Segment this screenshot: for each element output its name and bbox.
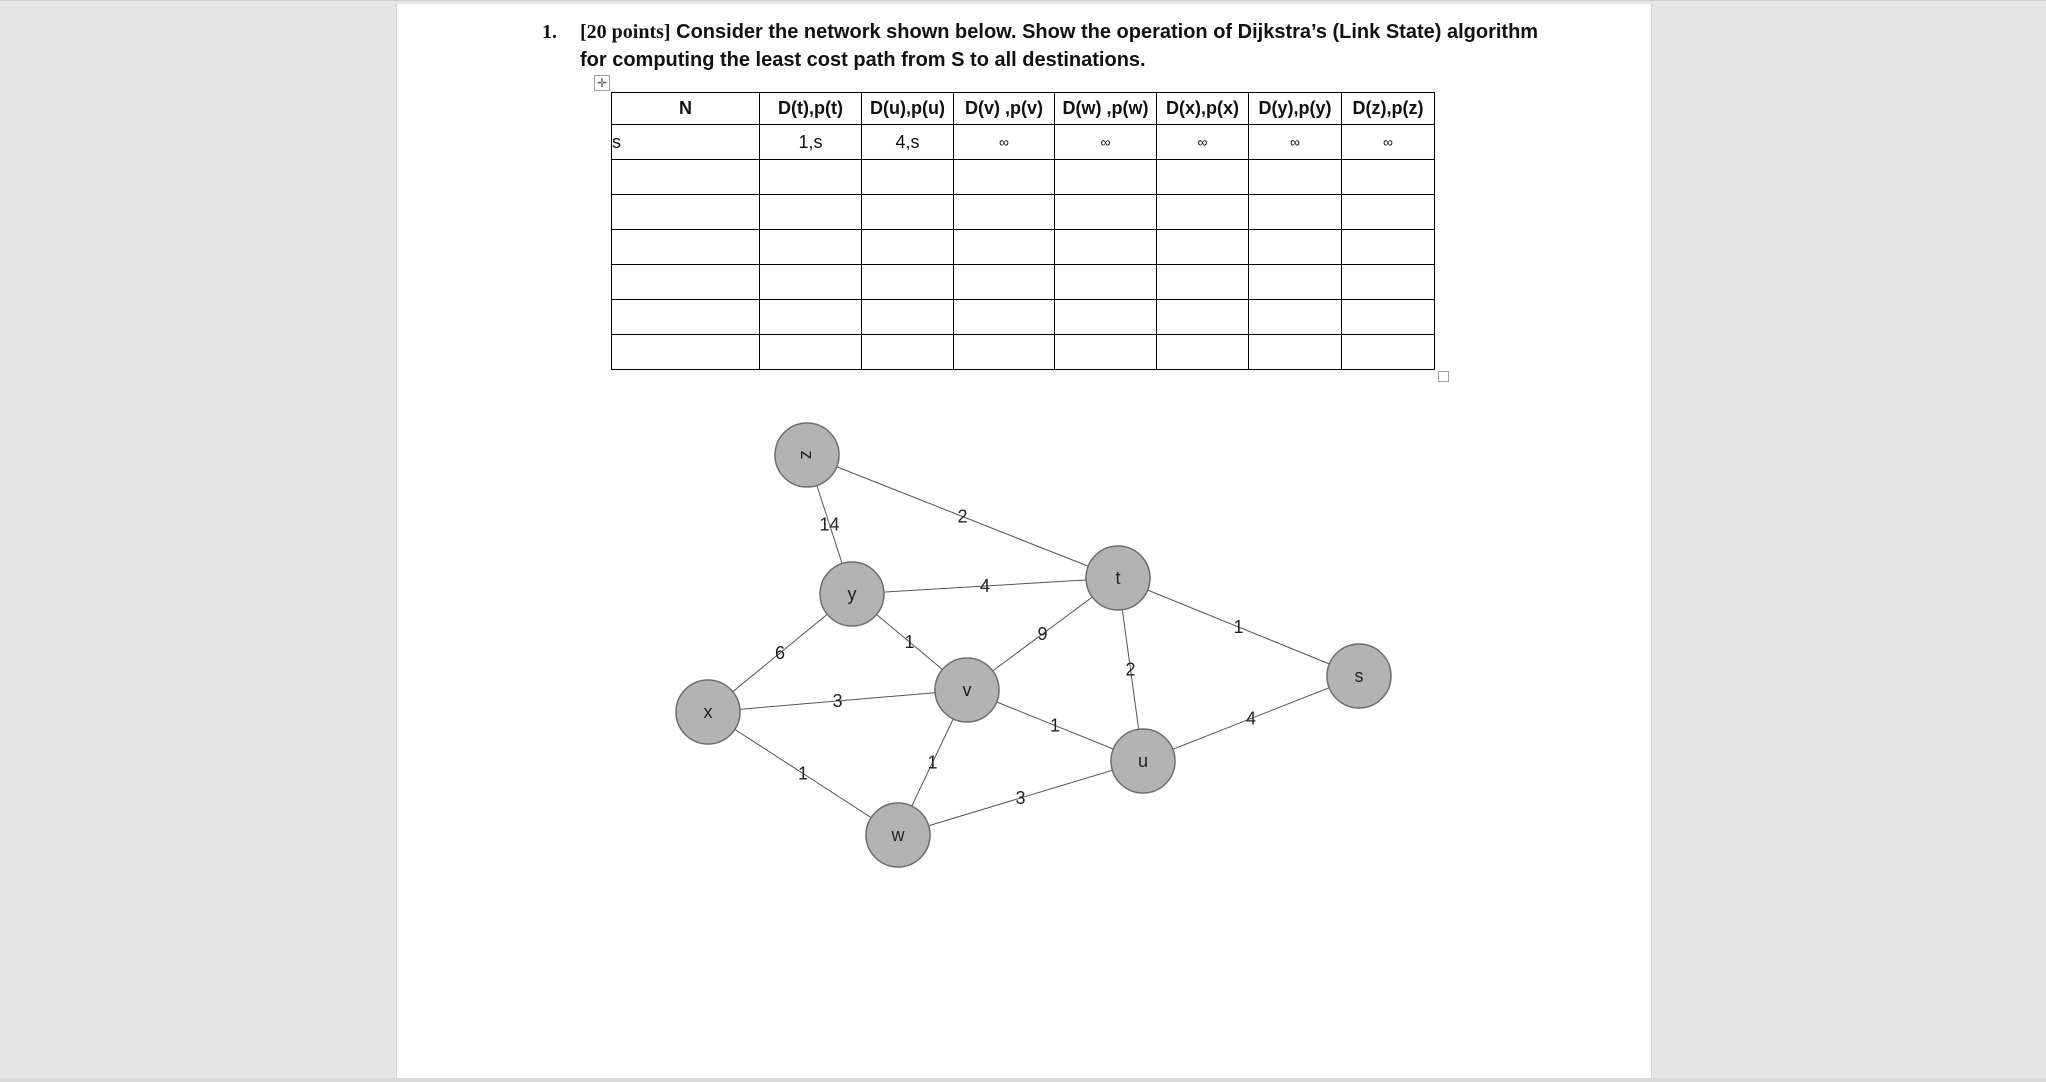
edge-cost-label: 1 — [1233, 617, 1244, 637]
header-cell: D(u),p(u) — [862, 93, 954, 125]
edge-cost-label: 1 — [927, 752, 938, 773]
edge-t-s — [1118, 578, 1359, 676]
table-cell[interactable]: ∞ — [1157, 125, 1249, 160]
edge-cost-label: 4 — [979, 576, 991, 596]
node-label: v — [962, 680, 972, 700]
table-cell[interactable]: ∞ — [954, 125, 1055, 160]
edge-z-t — [807, 455, 1118, 578]
edge-x-v — [708, 690, 967, 712]
node-v — [935, 658, 999, 722]
table-cell[interactable]: 4,s — [862, 125, 954, 160]
table-cell[interactable]: ∞ — [1342, 125, 1435, 160]
header-cell: D(y),p(y) — [1249, 93, 1342, 125]
question-prompt: Consider the network shown below. Show the operation of Dijkstra’s (Link State) algorithm for computing the least cost path from S to all destinations. — [580, 21, 1539, 71]
node-x — [676, 680, 740, 744]
question-points: [20 points] — [580, 21, 671, 43]
edge-cost-label: 3 — [832, 691, 843, 711]
edge-cost-label: 6 — [774, 643, 786, 663]
header-cell: D(z),p(z) — [1342, 93, 1435, 125]
node-t — [1086, 546, 1150, 610]
node-y — [820, 562, 884, 626]
node-label: z — [797, 450, 817, 460]
edge-cost-label: 1 — [797, 763, 809, 784]
window-top-rule — [0, 0, 2046, 1]
edge-u-s — [1143, 676, 1359, 761]
network-graph — [397, 4, 1651, 1078]
table-cell[interactable]: ∞ — [1055, 125, 1157, 160]
table-move-handle-icon[interactable]: ✛ — [594, 75, 610, 91]
edge-cost-label: 2 — [1125, 659, 1136, 680]
header-cell: D(v) ,p(v) — [954, 93, 1055, 125]
edge-cost-label: 14 — [819, 514, 840, 535]
edge-x-w — [708, 712, 898, 835]
question-number: 1. — [542, 21, 557, 43]
node-z — [775, 423, 839, 487]
table-cell[interactable]: s — [612, 125, 760, 160]
node-u — [1111, 729, 1175, 793]
edge-cost-label: 1 — [904, 632, 915, 652]
node-label: y — [847, 584, 857, 604]
edge-cost-label: 1 — [1049, 715, 1061, 736]
node-label: x — [703, 702, 713, 722]
window-bottom-edge — [0, 1078, 2046, 1082]
table-cell[interactable]: 1,s — [760, 125, 862, 160]
header-cell: D(t),p(t) — [760, 93, 862, 125]
node-label: w — [891, 825, 905, 845]
node-label: u — [1137, 751, 1149, 771]
edge-cost-label: 3 — [1015, 788, 1026, 808]
header-cell: D(w) ,p(w) — [1055, 93, 1157, 125]
node-s — [1327, 644, 1391, 708]
header-cell: D(x),p(x) — [1157, 93, 1249, 125]
edge-cost-label: 9 — [1037, 624, 1048, 644]
edge-cost-label: 4 — [1245, 708, 1257, 729]
node-label: s — [1354, 666, 1364, 686]
node-w — [866, 803, 930, 867]
node-label: t — [1115, 568, 1121, 588]
table-cell[interactable]: ∞ — [1249, 125, 1342, 160]
edge-cost-label: 2 — [957, 506, 968, 527]
edge-y-t — [852, 576, 1118, 596]
document-page — [396, 4, 1652, 1078]
header-cell: N — [612, 93, 760, 125]
